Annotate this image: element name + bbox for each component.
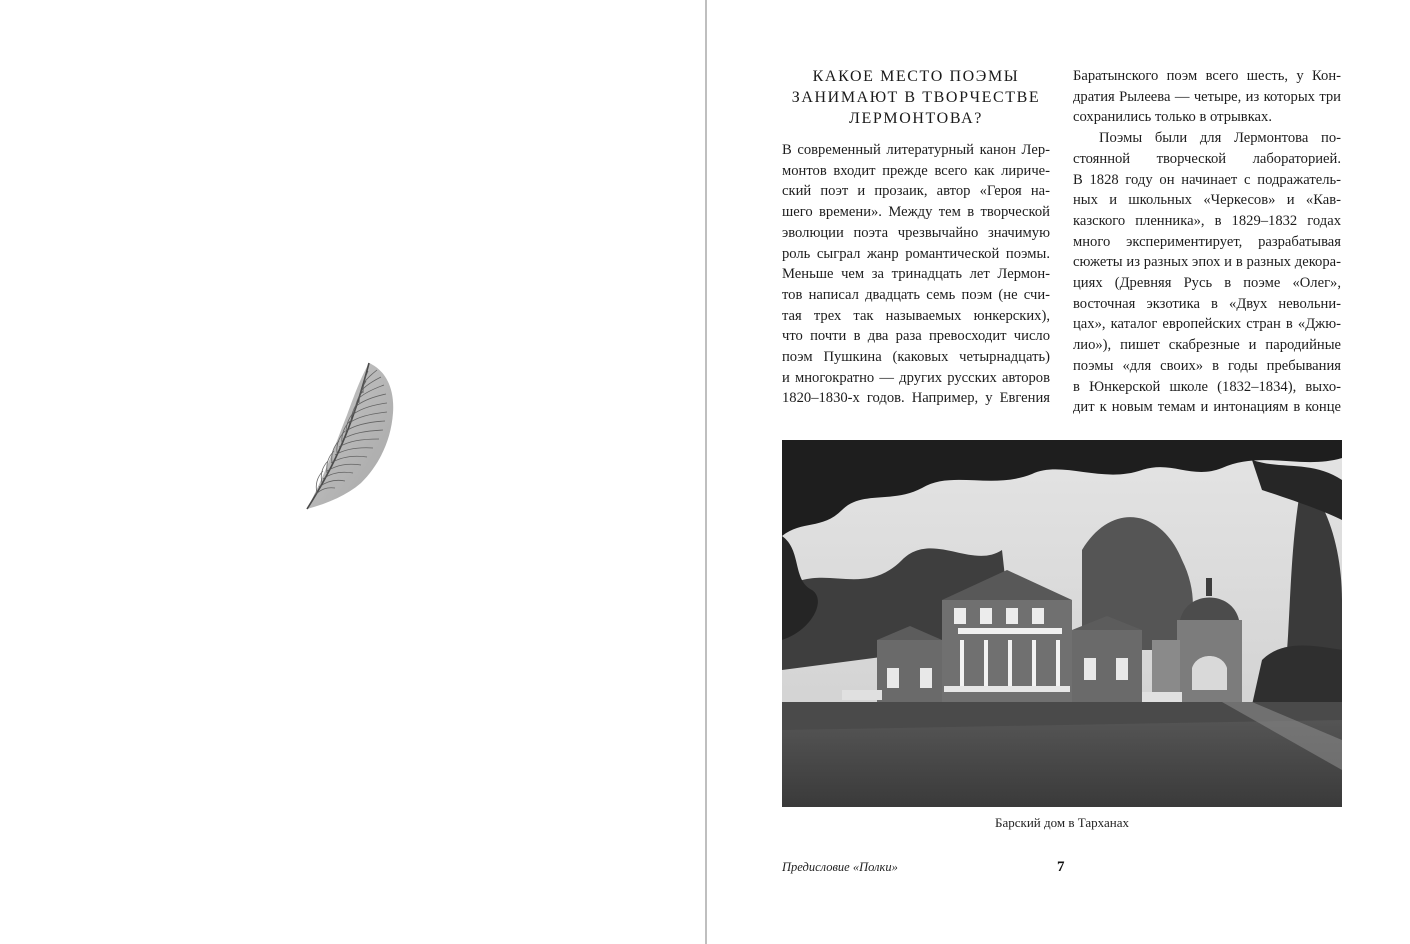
body-line: казского пленника», в 1829–1832 годах	[1073, 212, 1341, 229]
body-line: тая трех так называемых юнкерских),	[782, 307, 1050, 324]
body-line: ский поэт и прозаик, автор «Героя на-	[782, 183, 1050, 200]
body-line: и многократно — других русских авторов	[782, 369, 1050, 386]
text-column-right	[1073, 66, 1341, 418]
body-line: роль сыграл жанр романтической поэмы.	[782, 245, 1050, 262]
manor-house-photo	[782, 440, 1342, 807]
body-line: стоянной творческой лабораторией.	[1073, 150, 1341, 167]
page-number: 7	[1057, 859, 1065, 875]
body-line: 1820–1830-х годов. Например, у Евгения	[782, 390, 1050, 407]
text-column-left	[782, 66, 1050, 409]
paragraph-first-line: Поэмы были для Лермонтова по-	[1099, 130, 1341, 147]
body-line: сюжеты из разных эпох и в разных декора-	[1073, 254, 1341, 271]
running-title: Предисловие «Полки»	[782, 860, 898, 874]
body-line: много экспериментирует, разрабатывая	[1073, 233, 1341, 250]
heading-line: КАКОЕ МЕСТО ПОЭМЫ	[812, 68, 1020, 85]
body-line: циях (Древняя Русь в поэме «Олег»,	[1073, 275, 1341, 292]
body-line: Меньше чем за тринадцать лет Лермон-	[782, 266, 1050, 283]
feather-icon	[295, 355, 405, 515]
heading-line: ЗАНИМАЮТ В ТВОРЧЕСТВЕ	[791, 89, 1041, 106]
body-line: Баратынского поэм всего шесть, у Кон-	[1073, 68, 1341, 84]
body-line: дратия Рылеева — четыре, из которых три	[1073, 88, 1341, 105]
body-line: монтов входит прежде всего как лириче-	[782, 162, 1050, 179]
body-line: эволюции поэта чрезвычайно значимую	[782, 224, 1050, 241]
body-line: поэм Пушкина (каковых четырнадцать)	[782, 349, 1050, 366]
section-heading	[782, 66, 1050, 129]
body-line: дит к новым темам и интонациям в конце	[1073, 399, 1341, 416]
body-line: ных и школьных «Черкесов» и «Кав-	[1073, 192, 1341, 209]
body-line: лио»), пишет скабрезные и пародийные	[1073, 337, 1341, 354]
body-line: в Юнкерской школе (1832–1834), выхо-	[1073, 378, 1341, 395]
body-line: шего времени». Между тем в творческой	[782, 204, 1050, 221]
body-line: что почти в два раза превосходит число	[782, 328, 1050, 345]
body-line: поэмы «для своих» в годы пребывания	[1073, 357, 1341, 374]
body-line: В современный литературный канон Лер-	[782, 142, 1050, 158]
body-line: восточная экзотика в «Двух невольни-	[1073, 295, 1341, 312]
body-line: В 1828 году он начинает с подражатель-	[1073, 171, 1341, 188]
body-line: сохранились только в отрывках.	[1073, 109, 1272, 126]
right-page	[707, 0, 1410, 944]
body-line: цах», каталог европейских стран в «Джю-	[1073, 316, 1341, 333]
body-line: тов написал двадцать семь поэм (не счи-	[782, 286, 1050, 303]
heading-line: ЛЕРМОНТОВА?	[849, 110, 983, 127]
photo-caption: Барский дом в Тарханах	[995, 815, 1129, 830]
